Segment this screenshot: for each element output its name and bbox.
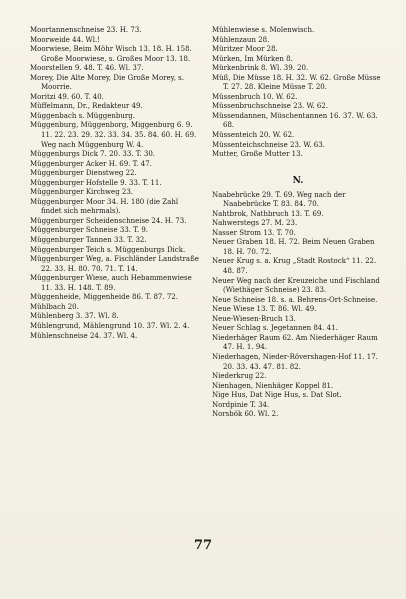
index-entry: Nige Hus, Dat Nige Hus, s. Dat Slot. bbox=[212, 391, 342, 400]
index-entry: Müggenburger Schneise 33. T. 9. bbox=[30, 226, 149, 235]
index-entry: Naabebrücke 29. T. 69. Weg nach der Naabebrücke T. 83. 84. 70. bbox=[212, 190, 346, 209]
index-entries-n bbox=[212, 191, 384, 420]
index-entry: Neuer Schlag s. Jegetannen 84. 41. bbox=[212, 324, 338, 333]
index-entry: Nahwerstegs 27. M. 23. bbox=[212, 219, 298, 228]
index-entry: Nienhagen, Nienhäger Koppel 81. bbox=[212, 381, 334, 390]
index-entry: Müggenheide, Miggenheide 86. T. 87. 72. bbox=[30, 293, 178, 302]
index-entry: Müggenburger Kirchweg 23. bbox=[30, 188, 134, 197]
index-entry: Morey, Die Alte Morey, Die Große Morey, s. Moorrie. bbox=[30, 73, 184, 92]
index-entry: Müß, Die Müsse 18. H. 32. W. 62. Große Müsse T. 27. 28. Kleine Müsse T. 20. bbox=[212, 73, 381, 92]
index-entry: Müggenburger Weg, a. Fischländer Landstraße 22. 33. H. 80. 70. 71. T. 14. bbox=[30, 255, 199, 273]
index-column-left bbox=[30, 26, 200, 341]
index-entries-m bbox=[212, 26, 384, 160]
index-entry: Mühlenberg 3. 37. Wl. 8. bbox=[30, 312, 119, 321]
index-entry: Müggenburger Moor 34. H. 180 (die Zahl findet sich mehrmals). bbox=[30, 197, 179, 216]
index-entry: Moortannenschneise 23. H. 73. bbox=[30, 26, 142, 34]
index-entry: Neue Wiese 13. T. 86. Wl. 49. bbox=[212, 305, 317, 314]
index-entry: Nahtbrok, Nathbruch 13. T. 69. bbox=[212, 209, 324, 218]
index-entry: Mühlengrund, Mählengrund 10. 37. Wl. 2. 4. bbox=[30, 321, 190, 330]
index-entry: Müggenburgs Dick 7. 20. 33. T. 30. bbox=[30, 150, 156, 159]
index-entry: Müffelmann, Dr., Redakteur 49. bbox=[30, 102, 143, 111]
index-entry: Norsbök 60. Wl. 2. bbox=[212, 410, 279, 419]
index-entry: Moorweide 44. Wl.! bbox=[30, 35, 100, 44]
index-entry: Mühlenschneise 24. 37. Wl. 4. bbox=[30, 331, 138, 340]
index-entry: Müggenburger Acker H. 69. T. 47. bbox=[30, 159, 152, 168]
index-entry: Niederkrug 22. bbox=[212, 372, 267, 381]
index-entry: Müggenburger Tannen 33. T. 32. bbox=[30, 236, 147, 245]
index-entry: Nordpinie T. 34. bbox=[212, 400, 270, 409]
index-entry: Mutter, Große Mutter 13. bbox=[212, 150, 303, 159]
section-heading-n: N. bbox=[292, 175, 304, 186]
index-entry: Neuer Krug s. a. Krug „Stadt Rostock“ 11. 22. 48. 87. bbox=[212, 257, 377, 276]
index-entry: Mürken, Im Mürken 8. bbox=[212, 54, 293, 63]
index-entry: Müssenteichschneise 23. W. 63. bbox=[212, 140, 325, 149]
index-entry: Mühlbach 20. bbox=[30, 302, 79, 311]
index-entry: Müggenburger Dienstweg 22. bbox=[30, 169, 137, 178]
index-entry: Müssenbruchschneise 23. W. 62. bbox=[212, 102, 329, 111]
index-entry: Neue-Wiesen-Bruch 13. bbox=[212, 314, 296, 323]
index-column-right bbox=[212, 26, 384, 420]
index-entry: Niederhagen, Nieder-Rövershagen-Hof 11. 17. 20. 33. 43. 47. 81. 82. bbox=[212, 352, 378, 371]
page-number: 77 bbox=[193, 538, 213, 553]
index-entry: Neuer Weg nach der Kreuzeiche und Fischland (Wiethäger Schneise) 23. 83. bbox=[212, 276, 380, 295]
index-entry: Moorstellen 9. 48. T. 46. Wl. 37. bbox=[30, 64, 144, 73]
index-entry: Niederhäger Raum 62. Am Niederhäger Raum 47. H. 1. 94. bbox=[212, 333, 378, 352]
index-entry: Moritzi 49. 60. T. 40. bbox=[30, 92, 104, 101]
index-entry: Neuer Graben 18. H. 72. Beim Neuen Graben 18. H. 70. 72. bbox=[212, 238, 375, 256]
index-entry: Müggenbach s. Müggenburg. bbox=[30, 111, 135, 120]
index-entry: Müssenbruch 10. W. 62. bbox=[212, 92, 298, 101]
spacer bbox=[212, 160, 384, 171]
index-entry: Mürkenbrink 8. Wl. 39. 20. bbox=[212, 64, 309, 73]
index-entry: Mühlenwiese s. Molenwisch. bbox=[212, 26, 315, 34]
index-entry: Nasser Strom 13. T. 70. bbox=[212, 228, 296, 237]
index-entry: Müssendannen, Müschentannen 16. 37. W. 63. 68. bbox=[212, 111, 378, 130]
index-entry: Müggenburger Teich s. Müggenburgs Dick. bbox=[30, 245, 186, 254]
index-entry: Neue Schneise 18. s. a. Behrens-Ort-Schneise. bbox=[212, 295, 378, 304]
index-entry: Mühlenzaun 28. bbox=[212, 35, 270, 44]
index-entry: Müggenburger Hofstelle 9. 33. T. 11. bbox=[30, 178, 162, 187]
index-entry: Müggenburg, Müggenborg, Miggenburg 6. 9. 11. 22. 23. 29. 32. 33. 34. 35. 84. 60. H. 69. Weg nach Müggenburg W. 4. bbox=[30, 121, 197, 149]
index-entry: Müggenburger Scheidenschneise 24. H. 73. bbox=[30, 216, 187, 225]
index-entry: Moorwiese, Beim Möhr Wisch 13. 18. H. 158. Große Moorwiese, s. Großes Moor 13. 18. bbox=[30, 45, 192, 63]
index-entry: Müritzer Moor 28. bbox=[212, 45, 278, 54]
index-entry: Müssenteich 20. W. 62. bbox=[212, 131, 295, 140]
index-entry: Müggenburger Wiese, auch Hebammenwiese 11. 33. H. 148. T. 89. bbox=[30, 274, 192, 292]
